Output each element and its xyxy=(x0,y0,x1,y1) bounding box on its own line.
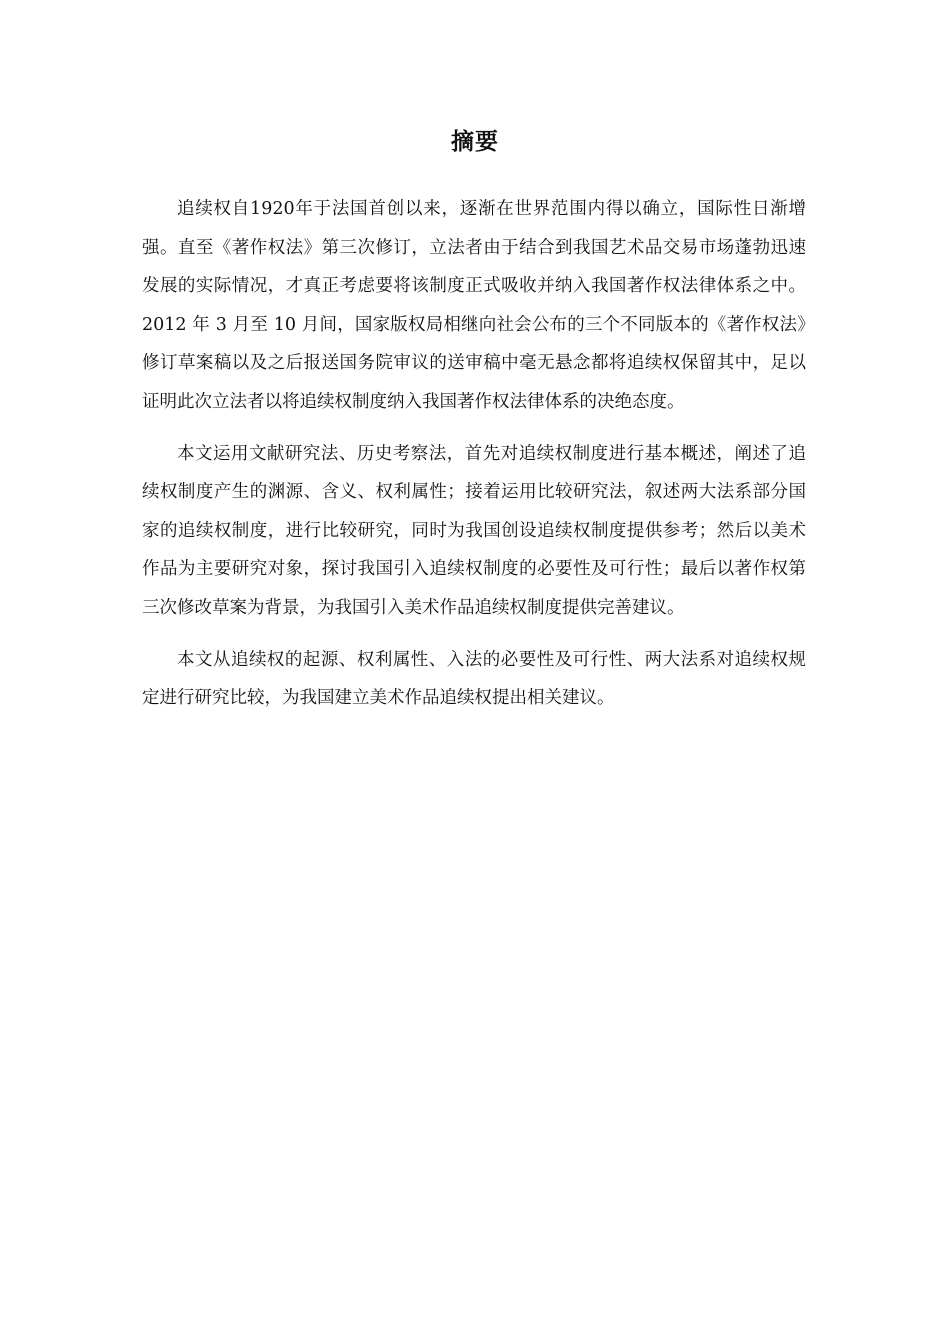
abstract-body xyxy=(142,190,806,731)
abstract-paragraph-1: 追续权自1920年于法国首创以来，逐渐在世界范围内得以确立，国际性日渐增强。直至《著作权法》第三次修订，立法者由于结合到我国艺术品交易市场蓬勃迅速发展的实际情况，才真正考虑要将该制度正式吸收并纳入我国著作权法律体系之中。2012 年 3 月至 10 月间，国家版权局相继向社会公布的三个不同版本的《著作权法》修订草案稿以及之后报送国务院审议的送审稿中毫无悬念都将追续权保留其中，足以证明此次立法者以将追续权制度纳入我国著作权法律体系的决绝态度。 xyxy=(142,199,806,412)
abstract-paragraph-2: 本文运用文献研究法、历史考察法，首先对追续权制度进行基本概述，阐述了追续权制度产生的渊源、含义、权利属性；接着运用比较研究法，叙述两大法系部分国家的追续权制度，进行比较研究，同时为我国创设追续权制度提供参考；然后以美术作品为主要研究对象，探讨我国引入追续权制度的必要性及可行性；最后以著作权第三次修改草案为背景，为我国引入美术作品追续权制度提供完善建议。 xyxy=(142,443,806,618)
abstract-paragraph-3: 本文从追续权的起源、权利属性、入法的必要性及可行性、两大法系对追续权规定进行研究比较，为我国建立美术作品追续权提出相关建议。 xyxy=(142,649,806,709)
abstract-title: 摘要 xyxy=(451,129,499,155)
